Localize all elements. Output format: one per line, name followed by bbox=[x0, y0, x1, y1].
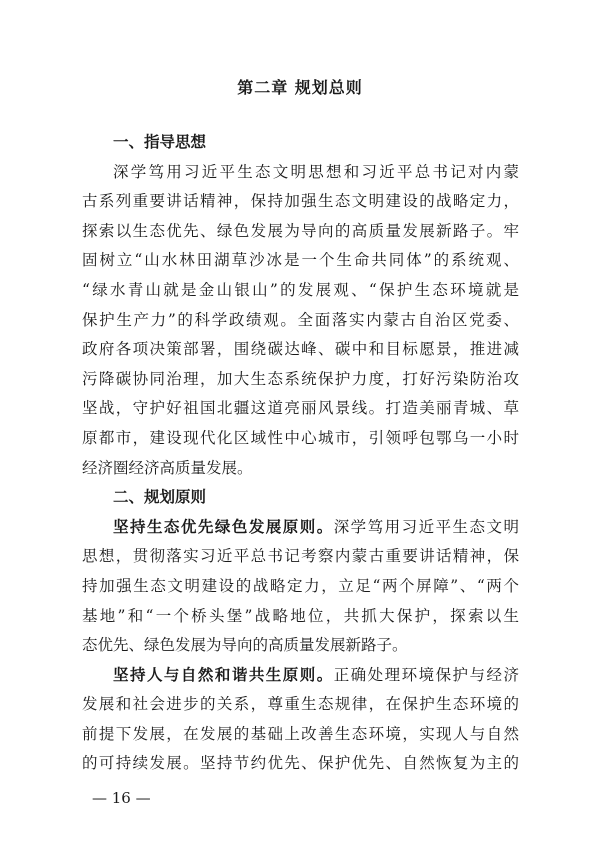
text-line: 深学笃用习近平生态文明思想和习近平总书记对内蒙 bbox=[113, 162, 519, 181]
text-line: 保护生产力”的科学政绩观。全面落实内蒙古自治区党委、 bbox=[82, 310, 519, 329]
text-line: 固树立“山水林田湖草沙冰是一个生命共同体”的系统观、 bbox=[82, 251, 519, 270]
text-line: 原都市，建设现代化区域性中心城市，引领呼包鄂乌一小时 bbox=[82, 428, 519, 447]
text-line: 古系列重要讲话精神，保持加强生态文明建设的战略定力， bbox=[82, 192, 519, 211]
text-line: 基地”和“一个桥头堡”战略地位，共抓大保护，探索以生 bbox=[82, 606, 519, 625]
section-heading-planning-principles: 二、规划原则 bbox=[113, 488, 207, 507]
text-line bbox=[82, 661, 519, 691]
text-line: 探索以生态优先、绿色发展为导向的高质量发展新路子。牢 bbox=[82, 221, 519, 240]
chapter-title: 第二章 规划总则 bbox=[237, 78, 363, 97]
principle-text: 深学笃用习近平生态文明 bbox=[333, 517, 519, 536]
text-line: 污降碳协同治理，加大生态系统保护力度，打好污染防治攻 bbox=[82, 369, 519, 388]
paragraph-principle-harmony bbox=[82, 661, 519, 779]
text-line: 发展和社会进步的关系，尊重生态规律，在保护生态环境的 bbox=[82, 695, 519, 714]
text-line: “绿水青山就是金山银山”的发展观、“保护生态环境就是 bbox=[82, 280, 519, 299]
section-heading-guiding-ideology: 一、指导思想 bbox=[113, 133, 207, 151]
text-line: 态优先、绿色发展为导向的高质量发展新路子。 bbox=[82, 636, 408, 655]
text-line: 的可持续发展。坚持节约优先、保护优先、自然恢复为主的 bbox=[82, 754, 519, 773]
page-number: — 16 — bbox=[92, 789, 151, 807]
body-text bbox=[82, 128, 519, 779]
paragraph-guiding-ideology bbox=[82, 158, 519, 484]
text-line: 思想，贯彻落实习近平总书记考察内蒙古重要讲话精神，保 bbox=[82, 547, 519, 566]
principle-lead: 坚持人与自然和谐共生原则。 bbox=[113, 665, 334, 684]
principle-text: 正确处理环境保护与经济 bbox=[333, 665, 519, 684]
text-line: 持加强生态文明建设的战略定力，立足“两个屏障”、“两个 bbox=[82, 576, 519, 595]
paragraph-principle-ecology-first bbox=[82, 513, 519, 661]
text-line: 前提下发展，在发展的基础上改善生态环境，实现人与自然 bbox=[82, 724, 519, 743]
text-line: 经济圈经济高质量发展。 bbox=[82, 458, 253, 477]
principle-lead: 坚持生态优先绿色发展原则。 bbox=[113, 517, 334, 536]
text-line bbox=[82, 513, 519, 543]
text-line: 坚战，守护好祖国北疆这道亮丽风景线。打造美丽青城、草 bbox=[82, 399, 519, 418]
text-line: 政府各项决策部署，围绕碳达峰、碳中和目标愿景，推进减 bbox=[82, 340, 519, 359]
